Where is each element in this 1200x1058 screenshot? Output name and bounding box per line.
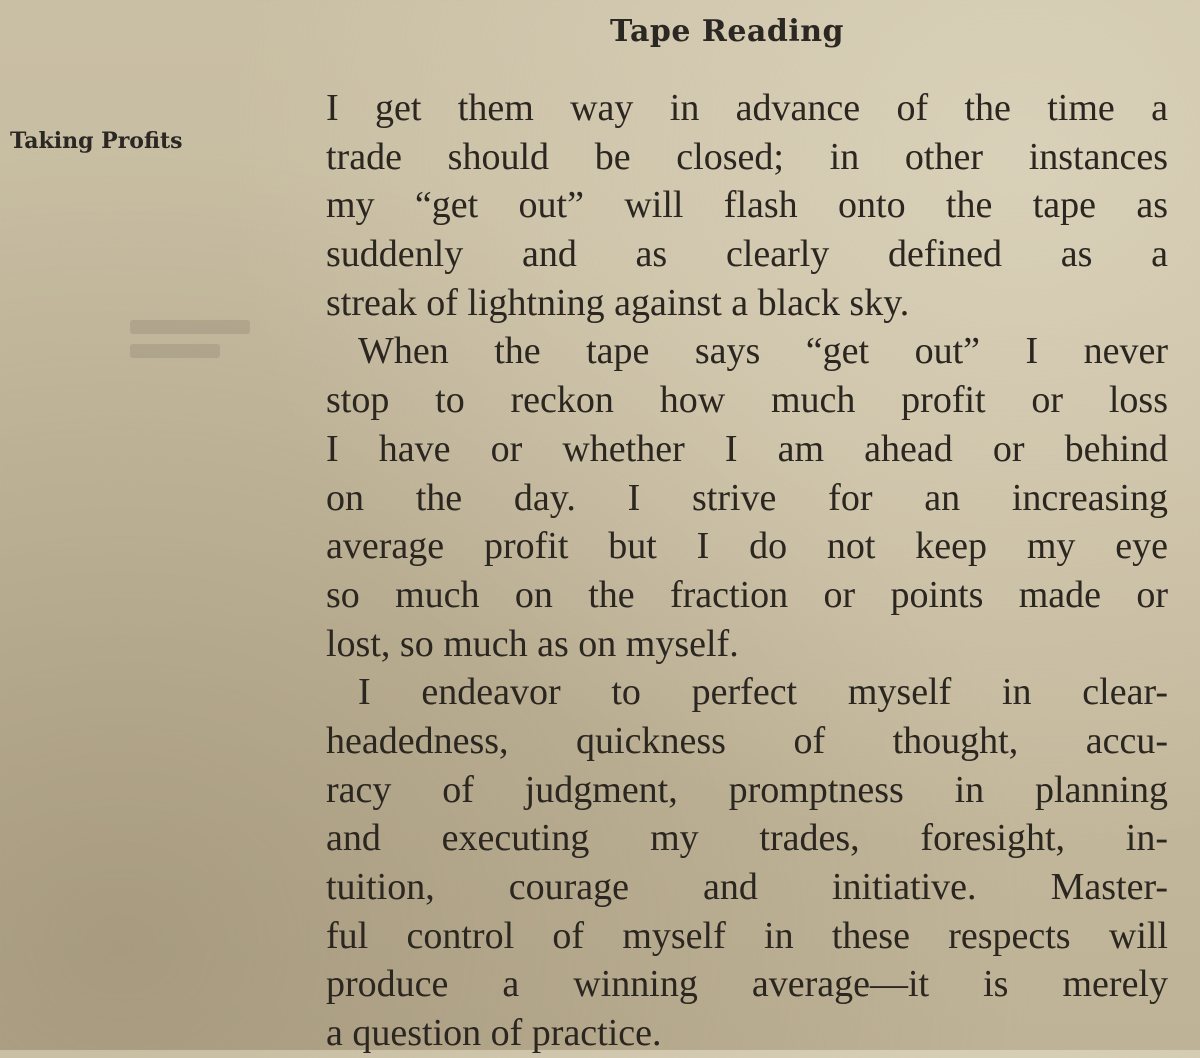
text-line: trade should be closed; in other instances	[326, 135, 1168, 178]
text-line: headedness, quickness of thought, accu-	[326, 719, 1168, 762]
text-line: suddenly and as clearly defined as a	[326, 233, 1168, 276]
text-line: on the day. I strive for an increasing	[326, 476, 1168, 519]
text-line: racy of judgment, promptness in planning	[326, 768, 1168, 811]
text-line: I endeavor to perfect myself in clear-	[358, 671, 1168, 714]
text-line: I get them way in advance of the time a	[326, 87, 1168, 129]
text-line: so much on the fraction or points made or	[326, 573, 1168, 616]
margin-note: Taking Profits	[10, 128, 183, 154]
running-head: Tape Reading	[610, 14, 845, 49]
text-line: my “get out” will flash onto the tape as	[326, 184, 1168, 227]
text-line: tuition, courage and initiative. Master-	[326, 866, 1168, 908]
text-line: a question of practice.	[326, 1012, 662, 1055]
text-line: lost, so much as on myself.	[326, 622, 739, 665]
text-line: When the tape says “get out” I never	[358, 330, 1168, 373]
text-line: and executing my trades, foresight, in-	[326, 817, 1168, 860]
text-line: produce a winning average—it is merely	[326, 963, 1168, 1006]
text-line: streak of lightning against a black sky.	[326, 281, 910, 324]
show-through-text	[130, 320, 260, 380]
text-line: I have or whether I am ahead or behind	[326, 427, 1168, 470]
body-text	[326, 84, 1168, 1058]
text-line: average profit but I do not keep my eye	[326, 525, 1168, 568]
text-line: stop to reckon how much profit or loss	[326, 379, 1168, 422]
text-line: ful control of myself in these respects will	[326, 914, 1168, 957]
